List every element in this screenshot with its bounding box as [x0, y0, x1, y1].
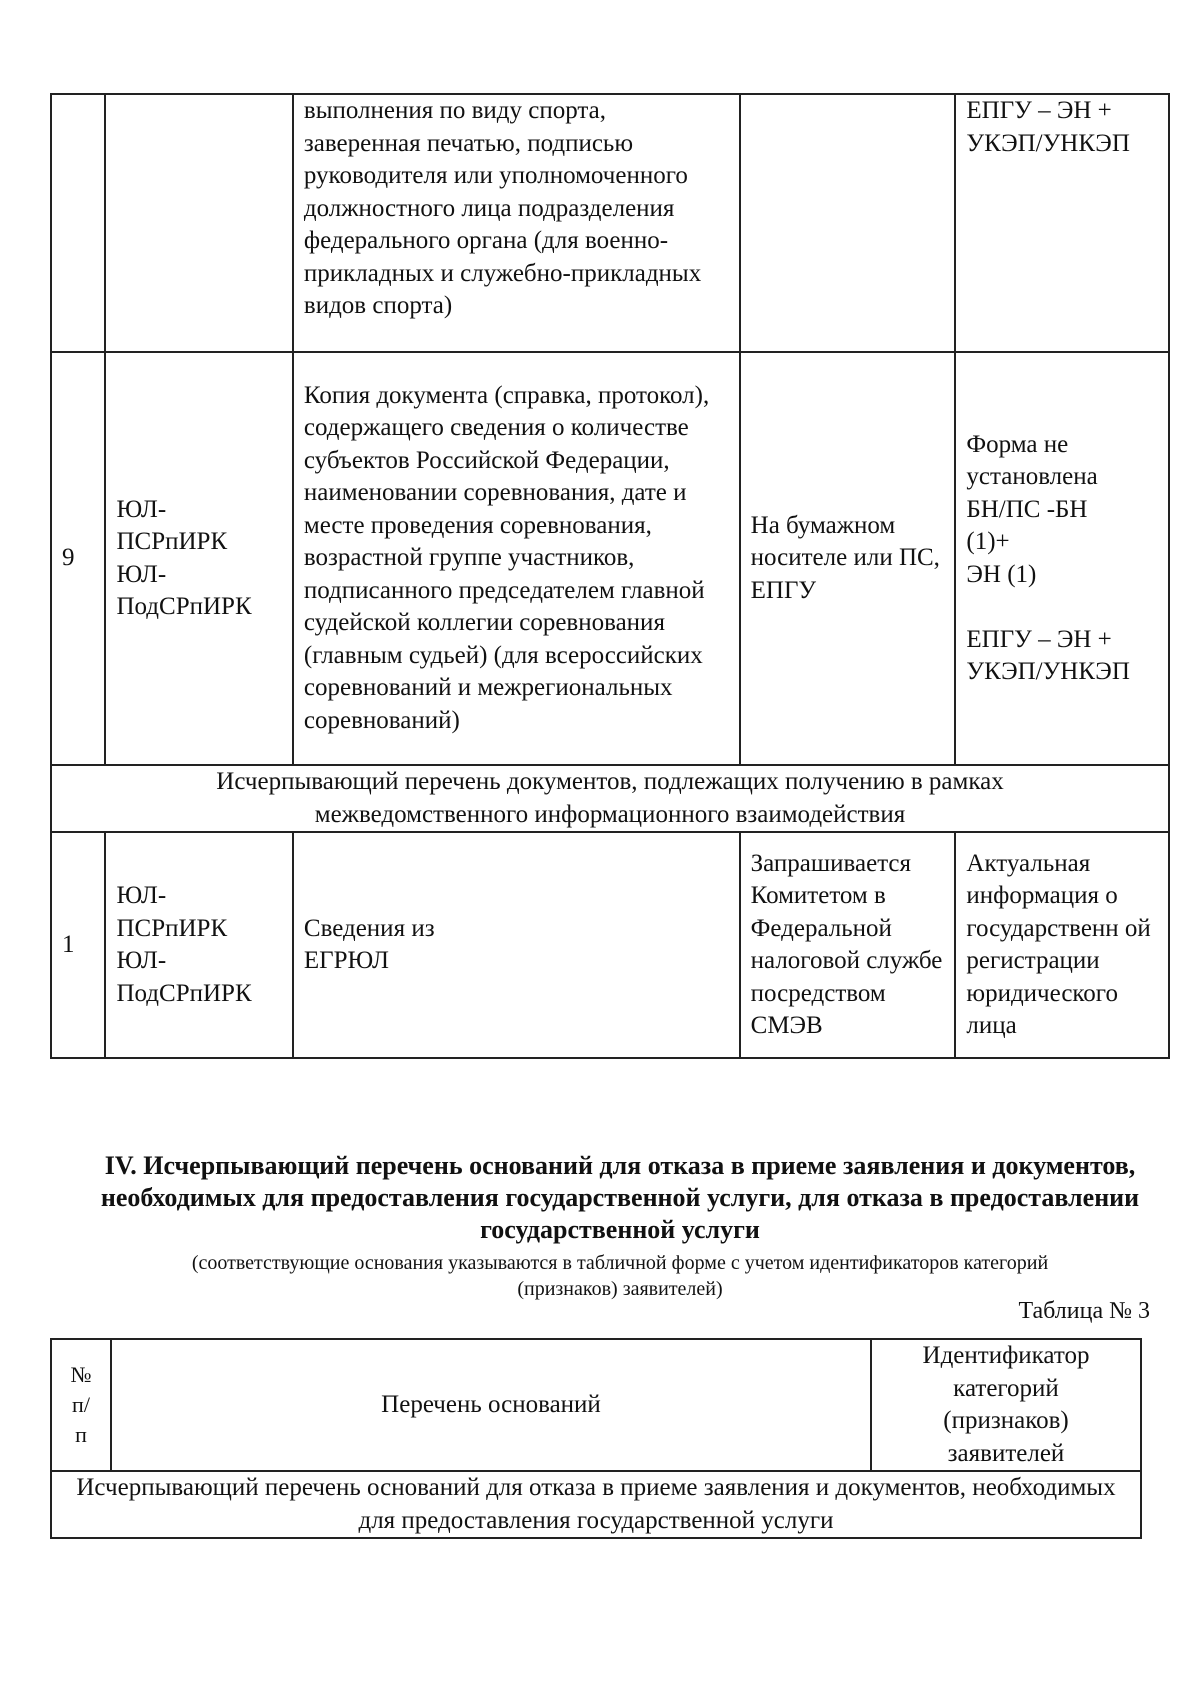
table-row — [51, 832, 1169, 1058]
submission-requirements: Форма не установлена БН/ПС -БН (1)+ ЭН (1) ЕПГУ – ЭН + УКЭП/УНКЭП — [955, 352, 1169, 765]
column-header-number: № п/ п — [51, 1339, 111, 1471]
table-header-row — [51, 1339, 1141, 1471]
row-number: 1 — [51, 832, 105, 1058]
document-description: Копия документа (справка, протокол), содержащего сведения о количестве субъектов Российской Федерации, наименовании соревнования, дате и месте проведения соревнования, возрастной группе участников, подписанного председателем главной судейской коллегии соревнования (главным судьей) (для всероссийских соревнований и межрегиональных соревнований) — [293, 352, 740, 765]
applicant-category — [105, 94, 292, 352]
applicant-category: ЮЛ- ПСРпИРК ЮЛ- ПодСРпИРК — [105, 352, 292, 765]
interagency-section-title: Исчерпывающий перечень документов, подлежащих получению в рамках межведомственного информационного взаимодействия — [51, 765, 1169, 832]
refusal-section-title: Исчерпывающий перечень оснований для отказа в приеме заявления и документов, необходимых для предоставления государственной услуги — [51, 1471, 1141, 1538]
refusal-reasons-table — [50, 1338, 1142, 1539]
table-number: Таблица № 3 — [1018, 1298, 1150, 1324]
section-row — [51, 1471, 1141, 1538]
document-form: На бумажном носителе или ПС, ЕПГУ — [740, 352, 956, 765]
table-row — [51, 352, 1169, 765]
document-form — [740, 94, 956, 352]
submission-requirements: ЕПГУ – ЭН + УКЭП/УНКЭП — [955, 94, 1169, 352]
document-form: Запрашивается Комитетом в Федеральной налоговой службе посредством СМЭВ — [740, 832, 956, 1058]
section-heading: IV. Исчерпывающий перечень оснований для отказа в приеме заявления и документов, необходимых для предоставления государственной услуги, для отказа в предоставлении государственной услуги — [100, 1151, 1140, 1244]
row-number — [51, 94, 105, 352]
section-note: (соответствующие основания указываются в табличной форме с учетом идентификаторов категорий (признаков) заявителей) — [191, 1252, 1049, 1300]
column-header-reasons: Перечень оснований — [111, 1339, 871, 1471]
documents-table — [50, 93, 1170, 1059]
submission-requirements: Актуальная информация о государственн ой регистрации юридического лица — [955, 832, 1169, 1058]
row-number: 9 — [51, 352, 105, 765]
section-row — [51, 765, 1169, 832]
document-description: Сведения из ЕГРЮЛ — [293, 832, 740, 1058]
table-row — [51, 94, 1169, 352]
applicant-category: ЮЛ- ПСРпИРК ЮЛ- ПодСРпИРК — [105, 832, 292, 1058]
column-header-identifier: Идентификатор категорий (признаков) заявителей — [871, 1339, 1141, 1471]
document-description: выполнения по виду спорта, заверенная печатью, подписью руководителя или уполномоченного должностного лица подразделения федерального органа (для военно-прикладных и служебно-прикладных видов спорта) — [293, 94, 740, 352]
